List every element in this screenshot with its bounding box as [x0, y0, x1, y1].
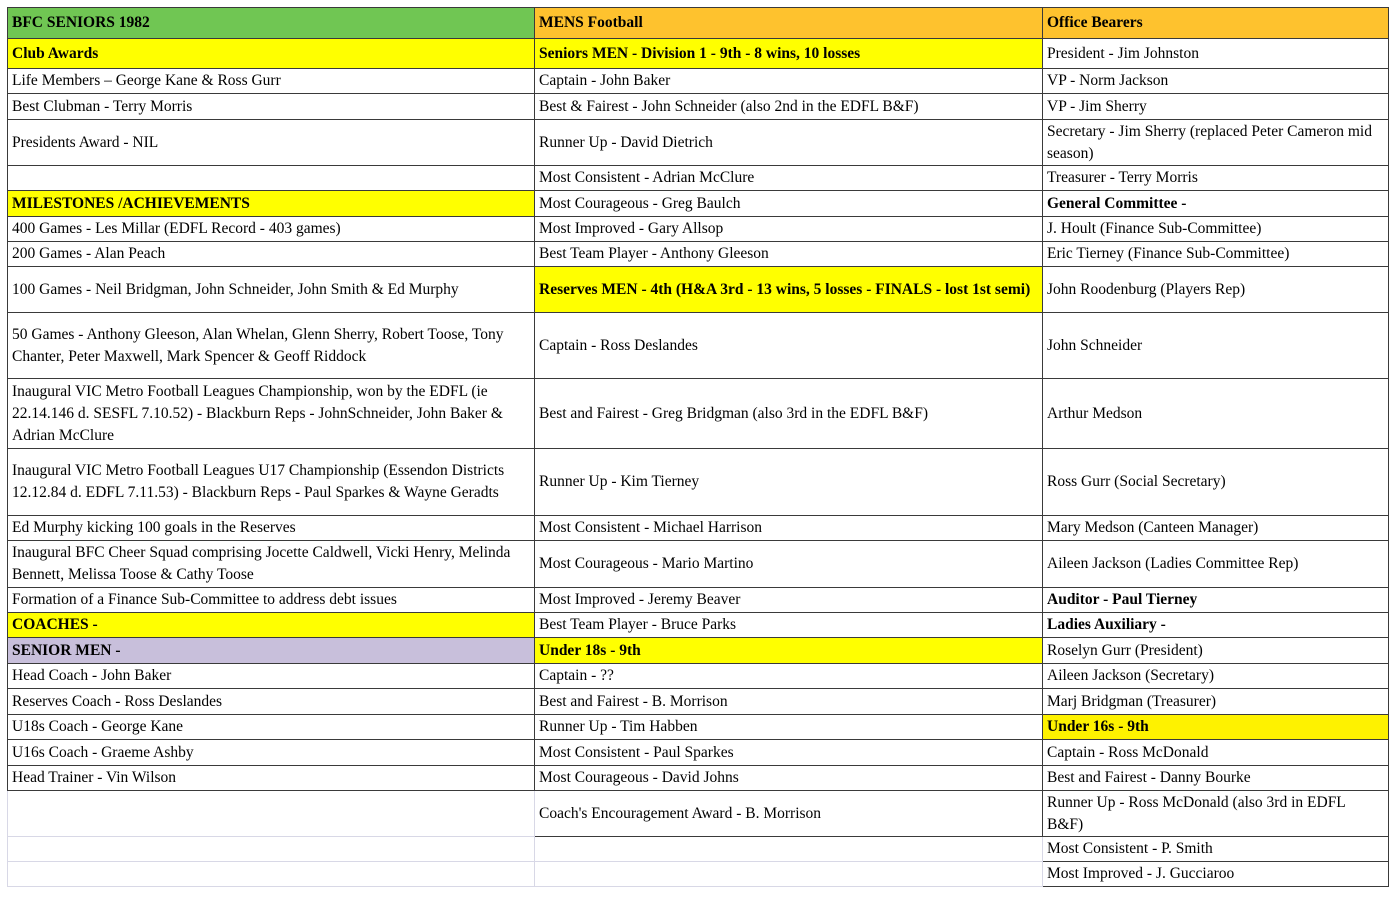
cell-mens-football-column[interactable]: Captain - John Baker — [535, 69, 1043, 94]
table-row — [8, 379, 1389, 449]
table-row — [8, 516, 1389, 541]
cell-mens-football-column[interactable]: Runner Up - David Dietrich — [535, 120, 1043, 166]
cell-mens-football-column[interactable]: Reserves MEN - 4th (H&A 3rd - 13 wins, 5 losses - FINALS - lost 1st semi) — [535, 267, 1043, 313]
cell-mens-football-column[interactable]: Best and Fairest - Greg Bridgman (also 3rd in the EDFL B&F) — [535, 379, 1043, 449]
cell-office-bearers-column[interactable]: Eric Tierney (Finance Sub-Committee) — [1043, 242, 1389, 267]
table-row — [8, 588, 1389, 613]
cell-office-bearers-column[interactable]: Ross Gurr (Social Secretary) — [1043, 449, 1389, 516]
cell-bfc-seniors-column[interactable]: Club Awards — [8, 39, 535, 69]
cell-office-bearers-column[interactable]: Marj Bridgman (Treasurer) — [1043, 689, 1389, 715]
table-row — [8, 689, 1389, 715]
cell-office-bearers-column[interactable]: Most Consistent - P. Smith — [1043, 837, 1389, 862]
table-row — [8, 120, 1389, 166]
table-row — [8, 766, 1389, 791]
cell-office-bearers-column[interactable]: Aileen Jackson (Secretary) — [1043, 664, 1389, 689]
cell-office-bearers-column[interactable]: Under 16s - 9th — [1043, 715, 1389, 740]
cell-office-bearers-column[interactable]: Roselyn Gurr (President) — [1043, 638, 1389, 664]
table-row — [8, 242, 1389, 267]
cell-mens-football-column[interactable]: Seniors MEN - Division 1 - 9th - 8 wins, 10 losses — [535, 39, 1043, 69]
cell-mens-football-column[interactable]: Most Consistent - Michael Harrison — [535, 516, 1043, 541]
cell-bfc-seniors-column[interactable]: U18s Coach - George Kane — [8, 715, 535, 740]
cell-mens-football-column[interactable]: Most Improved - Jeremy Beaver — [535, 588, 1043, 613]
table-row — [8, 217, 1389, 242]
cell-mens-football-column[interactable]: Best Team Player - Bruce Parks — [535, 613, 1043, 638]
table-row — [8, 837, 1389, 862]
cell-bfc-seniors-column[interactable]: Formation of a Finance Sub-Committee to address debt issues — [8, 588, 535, 613]
cell-mens-football-column[interactable]: Under 18s - 9th — [535, 638, 1043, 664]
cell-mens-football-column[interactable]: Most Courageous - Greg Baulch — [535, 191, 1043, 217]
cell-bfc-seniors-column[interactable]: MILESTONES /ACHIEVEMENTS — [8, 191, 535, 217]
cell-office-bearers-column[interactable]: Arthur Medson — [1043, 379, 1389, 449]
cell-mens-football-column[interactable]: Runner Up - Kim Tierney — [535, 449, 1043, 516]
cell-office-bearers-column[interactable]: VP - Norm Jackson — [1043, 69, 1389, 94]
cell-office-bearers-column[interactable]: Captain - Ross McDonald — [1043, 740, 1389, 766]
cell-bfc-seniors-column[interactable]: U16s Coach - Graeme Ashby — [8, 740, 535, 766]
cell-bfc-seniors-column[interactable]: Reserves Coach - Ross Deslandes — [8, 689, 535, 715]
cell-mens-football-column[interactable]: Most Consistent - Adrian McClure — [535, 166, 1043, 191]
cell-office-bearers-column[interactable]: Most Improved - J. Gucciaroo — [1043, 862, 1389, 887]
cell-bfc-seniors-column[interactable] — [8, 166, 535, 191]
cell-office-bearers-column[interactable]: President - Jim Johnston — [1043, 39, 1389, 69]
cell-bfc-seniors-column[interactable]: Inaugural BFC Cheer Squad comprising Jocette Caldwell, Vicki Henry, Melinda Bennett, Melissa Toose & Cathy Toose — [8, 541, 535, 588]
cell-bfc-seniors-column[interactable]: Head Trainer - Vin Wilson — [8, 766, 535, 791]
cell-mens-football-column[interactable]: Best and Fairest - B. Morrison — [535, 689, 1043, 715]
cell-office-bearers-column[interactable]: Runner Up - Ross McDonald (also 3rd in EDFL B&F) — [1043, 791, 1389, 837]
cell-bfc-seniors-column[interactable]: BFC SENIORS 1982 — [8, 8, 535, 39]
cell-office-bearers-column[interactable]: Aileen Jackson (Ladies Committee Rep) — [1043, 541, 1389, 588]
cell-mens-football-column[interactable] — [535, 862, 1043, 887]
cell-bfc-seniors-column[interactable]: Ed Murphy kicking 100 goals in the Reserves — [8, 516, 535, 541]
cell-mens-football-column[interactable]: Most Consistent - Paul Sparkes — [535, 740, 1043, 766]
cell-bfc-seniors-column[interactable]: Inaugural VIC Metro Football Leagues Championship, won by the EDFL (ie 22.14.146 d. SESFL 7.10.52) - Blackburn Reps - JohnSchneider, John Baker & Adrian McClure — [8, 379, 535, 449]
cell-bfc-seniors-column[interactable]: COACHES - — [8, 613, 535, 638]
table-row — [8, 191, 1389, 217]
table-row — [8, 449, 1389, 516]
table-row — [8, 8, 1389, 39]
cell-bfc-seniors-column[interactable] — [8, 837, 535, 862]
table-row — [8, 664, 1389, 689]
cell-mens-football-column[interactable]: Captain - Ross Deslandes — [535, 313, 1043, 379]
cell-mens-football-column[interactable]: Most Courageous - Mario Martino — [535, 541, 1043, 588]
cell-mens-football-column[interactable] — [535, 837, 1043, 862]
table-row — [8, 94, 1389, 120]
table-row — [8, 862, 1389, 887]
cell-bfc-seniors-column[interactable]: 100 Games - Neil Bridgman, John Schneider, John Smith & Ed Murphy — [8, 267, 535, 313]
cell-bfc-seniors-column[interactable]: Inaugural VIC Metro Football Leagues U17 Championship (Essendon Districts 12.12.84 d. EDFL 7.11.53) - Blackburn Reps - Paul Sparkes & Wayne Geradts — [8, 449, 535, 516]
table-row — [8, 39, 1389, 69]
cell-office-bearers-column[interactable]: General Committee - — [1043, 191, 1389, 217]
cell-mens-football-column[interactable]: Captain - ?? — [535, 664, 1043, 689]
cell-office-bearers-column[interactable]: Secretary - Jim Sherry (replaced Peter Cameron mid season) — [1043, 120, 1389, 166]
table-row — [8, 313, 1389, 379]
cell-office-bearers-column[interactable]: Treasurer - Terry Morris — [1043, 166, 1389, 191]
cell-mens-football-column[interactable]: Most Courageous - David Johns — [535, 766, 1043, 791]
cell-office-bearers-column[interactable]: J. Hoult (Finance Sub-Committee) — [1043, 217, 1389, 242]
cell-bfc-seniors-column[interactable] — [8, 862, 535, 887]
cell-office-bearers-column[interactable]: John Roodenburg (Players Rep) — [1043, 267, 1389, 313]
cell-bfc-seniors-column[interactable]: 200 Games - Alan Peach — [8, 242, 535, 267]
cell-office-bearers-column[interactable]: Office Bearers — [1043, 8, 1389, 39]
cell-mens-football-column[interactable]: Best & Fairest - John Schneider (also 2nd in the EDFL B&F) — [535, 94, 1043, 120]
table-row — [8, 715, 1389, 740]
spreadsheet-table — [7, 7, 1389, 887]
cell-office-bearers-column[interactable]: Mary Medson (Canteen Manager) — [1043, 516, 1389, 541]
cell-bfc-seniors-column[interactable]: SENIOR MEN - — [8, 638, 535, 664]
cell-bfc-seniors-column[interactable] — [8, 791, 535, 837]
cell-office-bearers-column[interactable]: Auditor - Paul Tierney — [1043, 588, 1389, 613]
table-row — [8, 791, 1389, 837]
cell-mens-football-column[interactable]: Best Team Player - Anthony Gleeson — [535, 242, 1043, 267]
table-row — [8, 69, 1389, 94]
spreadsheet-body — [8, 8, 1389, 887]
cell-office-bearers-column[interactable]: Ladies Auxiliary - — [1043, 613, 1389, 638]
cell-bfc-seniors-column[interactable]: 400 Games - Les Millar (EDFL Record - 403 games) — [8, 217, 535, 242]
cell-office-bearers-column[interactable]: Best and Fairest - Danny Bourke — [1043, 766, 1389, 791]
cell-mens-football-column[interactable]: Most Improved - Gary Allsop — [535, 217, 1043, 242]
table-row — [8, 166, 1389, 191]
cell-mens-football-column[interactable]: MENS Football — [535, 8, 1043, 39]
table-row — [8, 267, 1389, 313]
cell-office-bearers-column[interactable]: VP - Jim Sherry — [1043, 94, 1389, 120]
cell-bfc-seniors-column[interactable]: Head Coach - John Baker — [8, 664, 535, 689]
cell-bfc-seniors-column[interactable]: 50 Games - Anthony Gleeson, Alan Whelan, Glenn Sherry, Robert Toose, Tony Chanter, Peter Maxwell, Mark Spencer & Geoff Riddock — [8, 313, 535, 379]
cell-mens-football-column[interactable]: Coach's Encouragement Award - B. Morrison — [535, 791, 1043, 837]
table-row — [8, 740, 1389, 766]
cell-bfc-seniors-column[interactable]: Life Members – George Kane & Ross Gurr — [8, 69, 535, 94]
table-row — [8, 613, 1389, 638]
cell-office-bearers-column[interactable]: John Schneider — [1043, 313, 1389, 379]
cell-bfc-seniors-column[interactable]: Best Clubman - Terry Morris — [8, 94, 535, 120]
table-row — [8, 541, 1389, 588]
cell-bfc-seniors-column[interactable]: Presidents Award - NIL — [8, 120, 535, 166]
table-row — [8, 638, 1389, 664]
cell-mens-football-column[interactable]: Runner Up - Tim Habben — [535, 715, 1043, 740]
